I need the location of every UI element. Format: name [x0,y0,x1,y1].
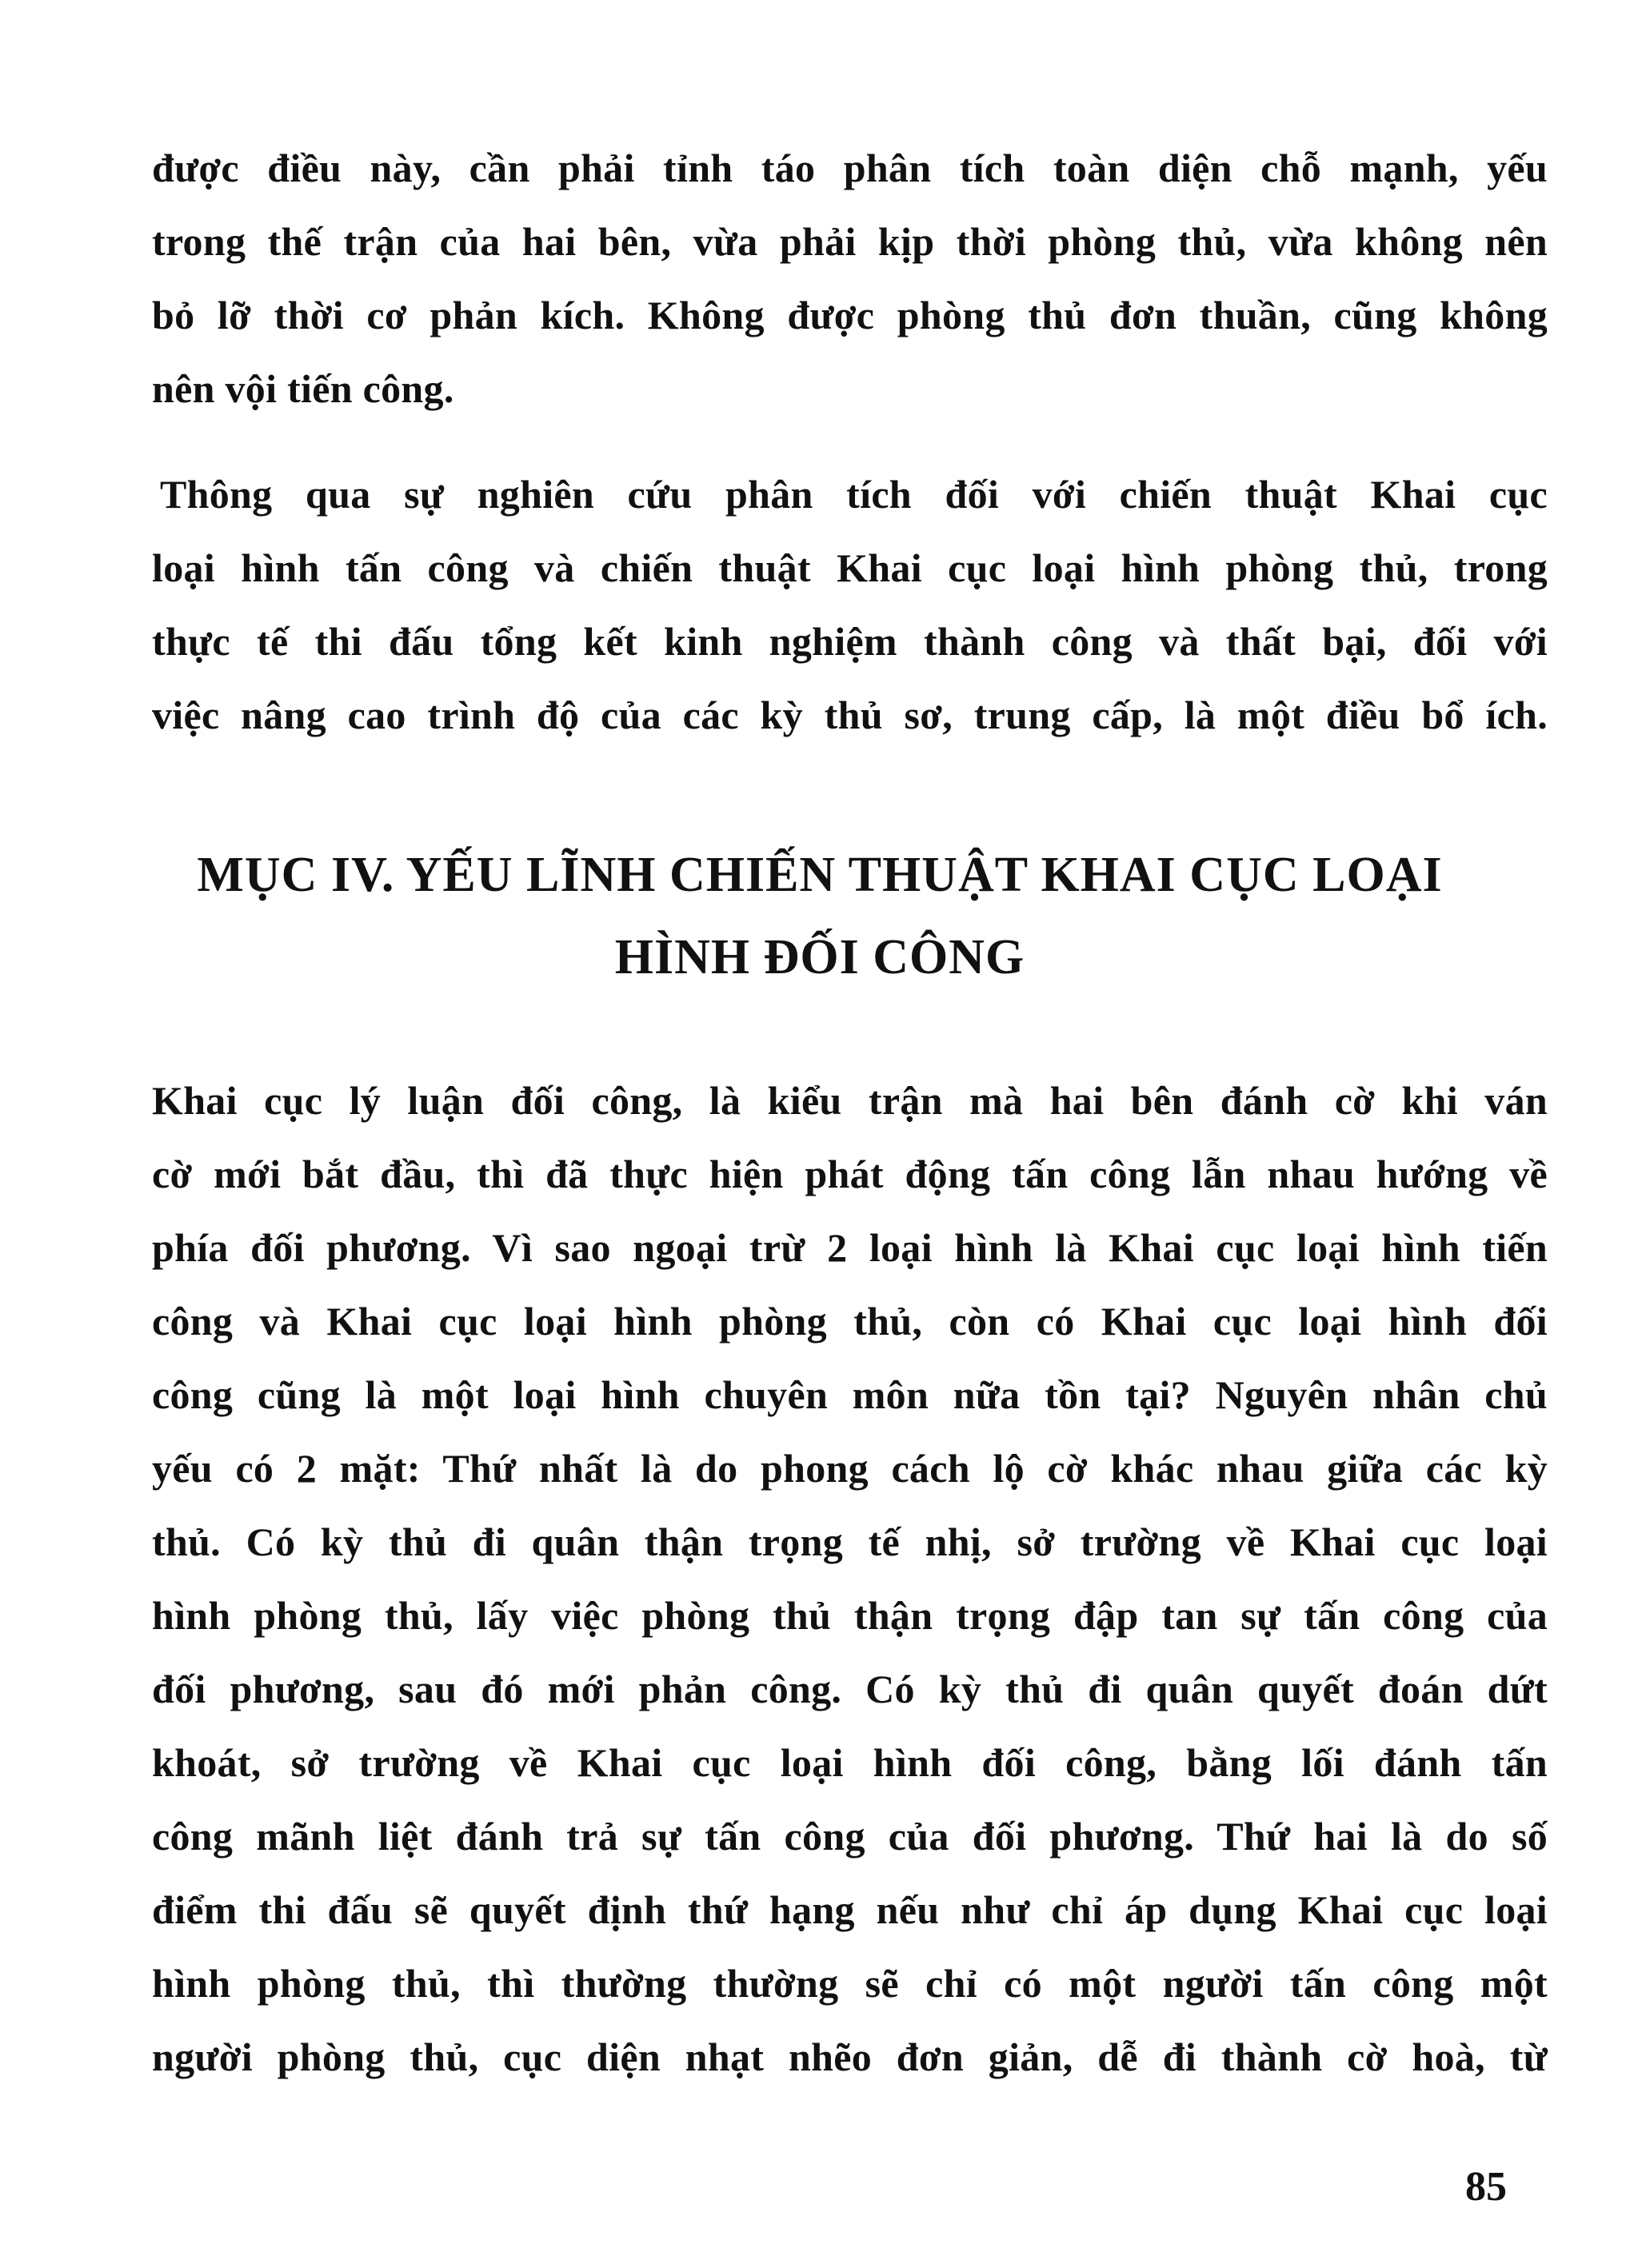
paragraph-1 [152,131,1548,425]
paragraph-2 [152,457,1548,752]
text-line: thủ. Có kỳ thủ đi quân thận trọng tế nhị, sở trường về Khai cục loại [152,1519,1548,1564]
text-line: bỏ lỡ thời cơ phản kích. Không được phòng thủ đơn thuần, cũng không [152,293,1548,337]
text-line: người phòng thủ, cục diện nhạt nhẽo đơn giản, dễ đi thành cờ hoà, từ [152,2034,1548,2079]
text-line: cờ mới bắt đầu, thì đã thực hiện phát động tấn công lẫn nhau hướng về [152,1152,1548,1196]
text-line: đối phương, sau đó mới phản công. Có kỳ thủ đi quân quyết đoán dứt [152,1667,1548,1711]
text-line: hình phòng thủ, lấy việc phòng thủ thận trọng đập tan sự tấn công của [152,1593,1548,1638]
page-number: 85 [1465,2164,1507,2210]
text-line: hình phòng thủ, thì thường thường sẽ chỉ có một người tấn công một [152,1961,1548,2006]
text-line: thực tế thi đấu tổng kết kinh nghiệm thành công và thất bại, đối với [152,619,1548,664]
text-line: công mãnh liệt đánh trả sự tấn công của đối phương. Thứ hai là do số [152,1814,1548,1859]
heading-line-1: MỤC IV. YẾU LĨNH CHIẾN THUẬT KHAI CỤC LOẠI [197,848,1443,902]
text-line: nên vội tiến công. [152,366,454,411]
paragraph-3 [152,1064,1548,2094]
text-line: điểm thi đấu sẽ quyết định thứ hạng nếu như chỉ áp dụng Khai cục loại [152,1887,1548,1932]
text-line: khoát, sở trường về Khai cục loại hình đối công, bằng lối đánh tấn [152,1740,1548,1785]
text-line: loại hình tấn công và chiến thuật Khai cục loại hình phòng thủ, trong [152,545,1548,590]
text-line: phía đối phương. Vì sao ngoại trừ 2 loại hình là Khai cục loại hình tiến [152,1225,1548,1270]
text-line: công cũng là một loại hình chuyên môn nữa tồn tại? Nguyên nhân chủ [152,1372,1548,1417]
text-line: được điều này, cần phải tỉnh táo phân tích toàn diện chỗ mạnh, yếu [152,146,1548,190]
text-line: việc nâng cao trình độ của các kỳ thủ sơ, trung cấp, là một điều bổ ích. [152,693,1548,737]
text-line: công và Khai cục loại hình phòng thủ, còn có Khai cục loại hình đối [152,1299,1548,1344]
text-line: yếu có 2 mặt: Thứ nhất là do phong cách lộ cờ khác nhau giữa các kỳ [152,1446,1548,1491]
text-line: Thông qua sự nghiên cứu phân tích đối với chiến thuật Khai cục [160,472,1548,517]
text-line: trong thế trận của hai bên, vừa phải kịp thời phòng thủ, vừa không nên [152,219,1548,264]
heading-line-2: HÌNH ĐỐI CÔNG [614,930,1025,984]
text-line: Khai cục lý luận đối công, là kiểu trận mà hai bên đánh cờ khi ván [152,1078,1548,1123]
section-heading [96,834,1544,999]
